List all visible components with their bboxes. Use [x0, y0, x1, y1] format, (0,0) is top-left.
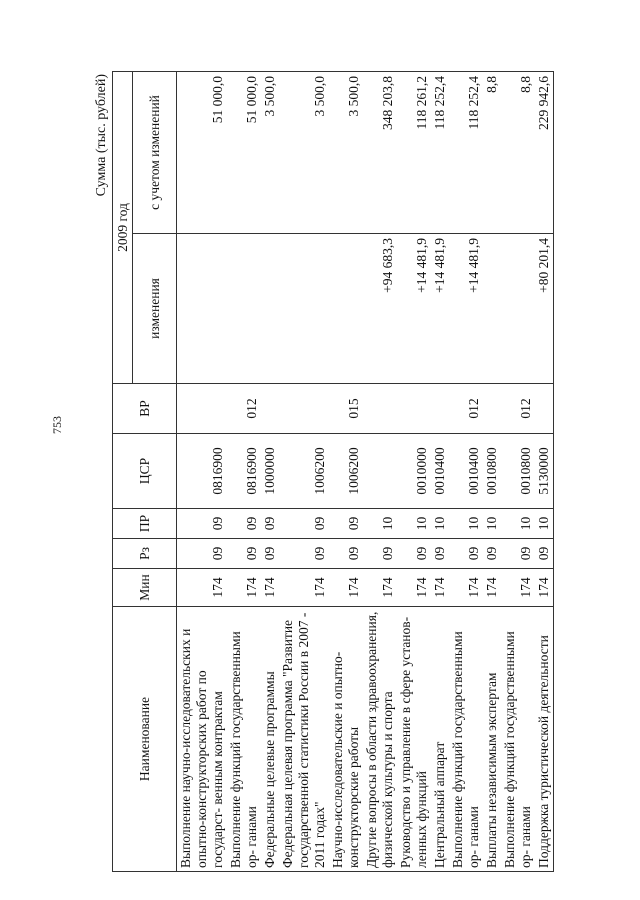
row-min: 174 — [449, 569, 483, 607]
row-name: Федеральная целевая программа "Развитие государственной статистики России в 2007 - 2011 годах" — [279, 607, 329, 872]
row-changes — [329, 234, 363, 384]
row-total: 8,8 — [483, 72, 501, 234]
header-with-changes: с учетом изменений — [133, 72, 177, 234]
row-min: 174 — [227, 569, 261, 607]
row-pr: 10 — [535, 509, 554, 539]
row-vr — [177, 384, 228, 434]
row-changes: +80 201,4 — [535, 234, 554, 384]
row-vr: 012 — [501, 384, 535, 434]
table-row — [397, 72, 431, 872]
row-total: 3 500,0 — [329, 72, 363, 234]
row-rz: 09 — [227, 539, 261, 569]
row-pr: 10 — [449, 509, 483, 539]
row-name: Выполнение научно-исследовательских и опытно-конструкторских работ по государст- венным контрактам — [177, 607, 228, 872]
rotated-page-content — [92, 72, 632, 872]
row-csr: 0010800 — [501, 434, 535, 509]
row-total: 118 252,4 — [449, 72, 483, 234]
row-min: 174 — [501, 569, 535, 607]
row-min: 174 — [261, 569, 279, 607]
row-vr — [397, 384, 431, 434]
row-changes — [501, 234, 535, 384]
table-row — [483, 72, 501, 872]
row-rz: 09 — [363, 539, 397, 569]
unit-label: Сумма (тыс. рублей) — [94, 74, 109, 197]
row-vr — [261, 384, 279, 434]
row-changes — [483, 234, 501, 384]
row-changes: +14 481,9 — [431, 234, 449, 384]
row-name: Выполнение функций государственными ор- ганами — [449, 607, 483, 872]
header-name: Наименование — [113, 607, 177, 872]
row-changes: +94 683,3 — [363, 234, 397, 384]
row-total: 229 942,6 — [535, 72, 554, 234]
row-min: 174 — [279, 569, 329, 607]
row-pr: 10 — [483, 509, 501, 539]
table-header — [113, 72, 177, 872]
row-vr — [483, 384, 501, 434]
row-total: 3 500,0 — [279, 72, 329, 234]
row-rz: 09 — [261, 539, 279, 569]
row-rz: 09 — [431, 539, 449, 569]
table-row — [501, 72, 535, 872]
header-year: 2009 год — [113, 72, 133, 384]
row-vr — [279, 384, 329, 434]
page-number: 753 — [50, 416, 64, 434]
row-changes: +14 481,9 — [449, 234, 483, 384]
row-name: Федеральные целевые программы — [261, 607, 279, 872]
row-rz: 09 — [535, 539, 554, 569]
row-pr: 09 — [177, 509, 228, 539]
row-name: Научно-исследовательские и опытно- конструкторские работы — [329, 607, 363, 872]
row-changes: +14 481,9 — [397, 234, 431, 384]
row-csr: 0010800 — [483, 434, 501, 509]
table-row — [449, 72, 483, 872]
row-total: 3 500,0 — [261, 72, 279, 234]
row-csr: 1006200 — [329, 434, 363, 509]
row-vr — [363, 384, 397, 434]
row-vr: 015 — [329, 384, 363, 434]
row-vr: 012 — [449, 384, 483, 434]
row-csr: 0010000 — [397, 434, 431, 509]
row-pr: 10 — [501, 509, 535, 539]
header-pr: ПР — [113, 509, 177, 539]
header-min: Мин — [113, 569, 177, 607]
row-rz: 09 — [449, 539, 483, 569]
table-row — [329, 72, 363, 872]
row-name: Выполнение функций государственными ор- ганами — [501, 607, 535, 872]
row-changes — [177, 234, 228, 384]
row-name: Поддержка туристической деятельности — [535, 607, 554, 872]
row-rz: 09 — [501, 539, 535, 569]
table-row — [363, 72, 397, 872]
row-pr: 09 — [279, 509, 329, 539]
row-min: 174 — [483, 569, 501, 607]
row-csr — [363, 434, 397, 509]
table-row — [227, 72, 261, 872]
row-total: 51 000,0 — [227, 72, 261, 234]
table-row — [261, 72, 279, 872]
row-pr: 09 — [261, 509, 279, 539]
row-rz: 09 — [177, 539, 228, 569]
row-total: 348 203,8 — [363, 72, 397, 234]
row-csr: 0010400 — [431, 434, 449, 509]
row-rz: 09 — [329, 539, 363, 569]
row-pr: 10 — [363, 509, 397, 539]
row-vr: 012 — [227, 384, 261, 434]
table-body — [177, 72, 554, 872]
row-total: 118 252,4 — [431, 72, 449, 234]
row-csr: 0816900 — [227, 434, 261, 509]
header-vr: ВР — [113, 384, 177, 434]
row-vr — [431, 384, 449, 434]
row-min: 174 — [431, 569, 449, 607]
row-csr: 1000000 — [261, 434, 279, 509]
header-rz: Рз — [113, 539, 177, 569]
header-changes: изменения — [133, 234, 177, 384]
row-csr: 1006200 — [279, 434, 329, 509]
row-min: 174 — [329, 569, 363, 607]
row-name: Руководство и управление в сфере установ- ленных функций — [397, 607, 431, 872]
row-min: 174 — [177, 569, 228, 607]
row-pr: 09 — [227, 509, 261, 539]
row-csr: 0816900 — [177, 434, 228, 509]
row-min: 174 — [363, 569, 397, 607]
row-min: 174 — [397, 569, 431, 607]
budget-table — [112, 71, 554, 872]
row-name: Выполнение функций государственными ор- ганами — [227, 607, 261, 872]
row-rz: 09 — [279, 539, 329, 569]
row-csr: 0010400 — [449, 434, 483, 509]
row-changes — [227, 234, 261, 384]
row-pr: 10 — [431, 509, 449, 539]
row-total: 118 261,2 — [397, 72, 431, 234]
table-row — [431, 72, 449, 872]
row-name: Другие вопросы в области здравоохранения, физической культуры и спорта — [363, 607, 397, 872]
row-name: Центральный аппарат — [431, 607, 449, 872]
row-rz: 09 — [483, 539, 501, 569]
row-pr: 10 — [397, 509, 431, 539]
row-changes — [279, 234, 329, 384]
row-total: 51 000,0 — [177, 72, 228, 234]
header-csr: ЦСР — [113, 434, 177, 509]
table-row — [279, 72, 329, 872]
row-changes — [261, 234, 279, 384]
row-csr: 5130000 — [535, 434, 554, 509]
table-row — [535, 72, 554, 872]
row-name: Выплаты независимым экспертам — [483, 607, 501, 872]
row-min: 174 — [535, 569, 554, 607]
row-pr: 09 — [329, 509, 363, 539]
table-row — [177, 72, 228, 872]
row-total: 8,8 — [501, 72, 535, 234]
row-vr — [535, 384, 554, 434]
row-rz: 09 — [397, 539, 431, 569]
